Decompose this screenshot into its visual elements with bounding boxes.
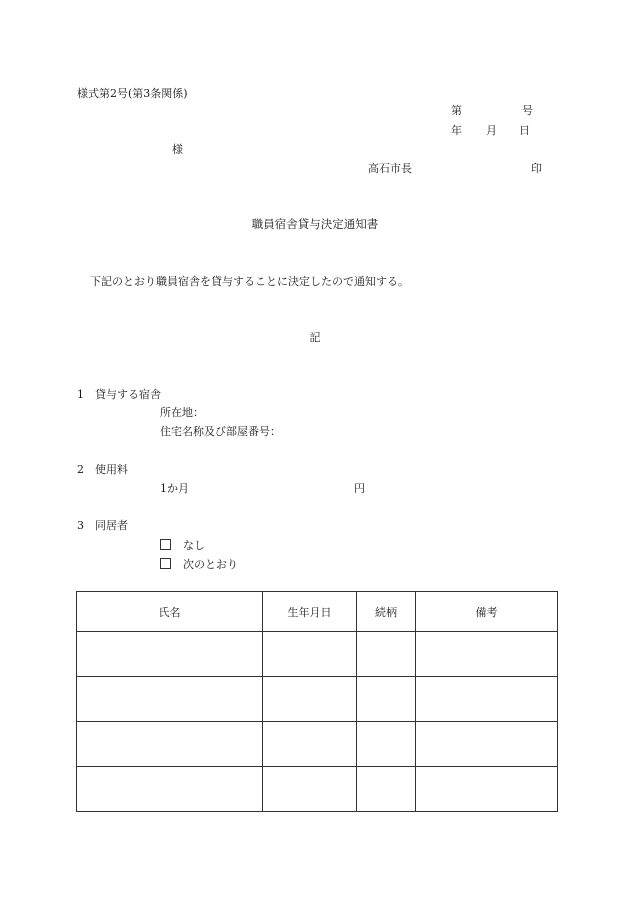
cell-birthdate[interactable] bbox=[263, 767, 357, 812]
seal-mark: 印 bbox=[531, 162, 542, 175]
cell-relationship[interactable] bbox=[357, 632, 416, 677]
cell-name[interactable] bbox=[77, 677, 263, 722]
form-number-label: 様式第2号(第3条関係) bbox=[77, 87, 188, 100]
cohabitant-option-following[interactable] bbox=[160, 558, 238, 570]
issuer-name: 高石市長 bbox=[368, 162, 412, 175]
header-relationship: 続柄 bbox=[357, 592, 416, 632]
cell-birthdate[interactable] bbox=[263, 722, 357, 767]
fee-yen-label: 円 bbox=[354, 482, 365, 495]
cell-relationship[interactable] bbox=[357, 677, 416, 722]
section3-heading: 3 同居者 bbox=[77, 519, 128, 532]
fee-period-label: 1か月 bbox=[160, 482, 189, 495]
document-body-text: 下記のとおり職員宿舎を貸与することに決定したので通知する。 bbox=[90, 275, 409, 288]
section2-heading: 2 使用料 bbox=[77, 463, 128, 476]
cell-birthdate[interactable] bbox=[263, 677, 357, 722]
cell-name[interactable] bbox=[77, 632, 263, 677]
document-number-prefix: 第 bbox=[451, 104, 462, 117]
header-name: 氏名 bbox=[77, 592, 263, 632]
cell-remarks[interactable] bbox=[416, 722, 558, 767]
date-day-label: 日 bbox=[519, 124, 530, 137]
header-remarks: 備考 bbox=[416, 592, 558, 632]
table-row bbox=[77, 632, 558, 677]
cell-name[interactable] bbox=[77, 767, 263, 812]
date-month-label: 月 bbox=[486, 124, 497, 137]
housing-name-label: 住宅名称及び部屋番号： bbox=[160, 425, 281, 438]
cell-remarks[interactable] bbox=[416, 677, 558, 722]
section1-heading: 1 貸与する宿舎 bbox=[77, 388, 161, 401]
cell-relationship[interactable] bbox=[357, 767, 416, 812]
ki-heading: 記 bbox=[309, 331, 321, 344]
table-row bbox=[77, 767, 558, 812]
option-following-label: 次のとおり bbox=[183, 558, 238, 571]
cell-birthdate[interactable] bbox=[263, 632, 357, 677]
cell-remarks[interactable] bbox=[416, 767, 558, 812]
cell-remarks[interactable] bbox=[416, 632, 558, 677]
checkbox-following[interactable] bbox=[160, 558, 171, 569]
cell-name[interactable] bbox=[77, 722, 263, 767]
recipient-honorific: 様 bbox=[172, 143, 183, 156]
location-label: 所在地： bbox=[160, 406, 204, 419]
document-title: 職員宿舎貸与決定通知書 bbox=[251, 217, 379, 231]
date-year-label: 年 bbox=[451, 124, 462, 137]
checkbox-none[interactable] bbox=[160, 539, 171, 550]
table-row bbox=[77, 722, 558, 767]
header-birthdate: 生年月日 bbox=[263, 592, 357, 632]
cohabitant-option-none[interactable] bbox=[160, 539, 205, 551]
cohabitant-table bbox=[76, 591, 558, 812]
table-row bbox=[77, 677, 558, 722]
cell-relationship[interactable] bbox=[357, 722, 416, 767]
option-none-label: なし bbox=[183, 539, 205, 552]
table-header-row bbox=[77, 592, 558, 632]
document-number-suffix: 号 bbox=[522, 104, 533, 117]
